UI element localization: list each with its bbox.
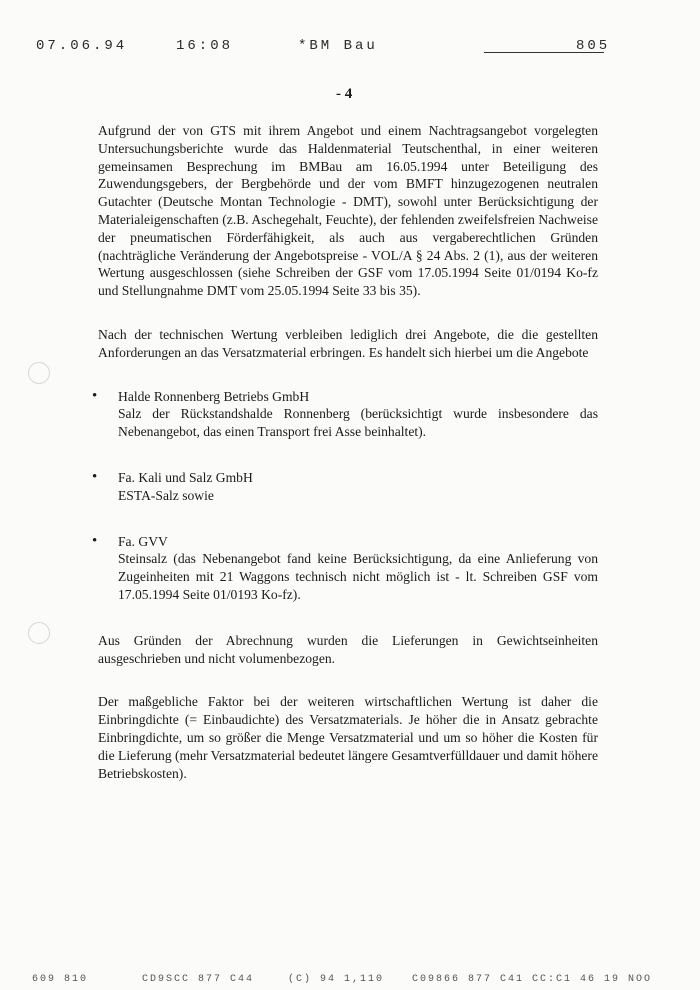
offer-title: Halde Ronnenberg Betriebs GmbH	[118, 388, 310, 404]
offer-list-item	[92, 387, 598, 441]
fax-footer	[32, 974, 682, 988]
bullet-icon: •	[92, 468, 98, 485]
bullet-icon: •	[92, 387, 98, 404]
footer-code: C09866 877 C41 CC:C1 46 19 NOO	[412, 974, 653, 985]
fax-sender: *BM Bau	[298, 38, 378, 54]
fax-header-rule	[484, 52, 604, 53]
bullet-icon: •	[92, 532, 98, 549]
paragraph: Der maßgebliche Faktor bei der weiteren wirtschaftlichen Wertung ist daher die Einbringdichte (= Einbaudichte) des Versatzmaterials. Je höher die in Ansatz gebrachte Einbringdichte, um so größer die Menge Versatzmaterial und um so höher die Kosten für die Lieferung (mehr Versatzmaterial bedeutet längere Gesamtverfülldauer und damit höhere Betriebskosten).	[98, 694, 598, 781]
fax-time: 16:08	[176, 38, 234, 54]
paragraph: Nach der technischen Wertung verbleiben lediglich drei Angebote, die die gestellten Anforderungen an das Versatzmaterial erbringen. Es handelt sich hierbei um die Angebote	[98, 326, 598, 360]
fax-date: 07.06.94	[36, 38, 128, 54]
punch-hole-mark	[28, 362, 50, 384]
offer-description: ESTA-Salz sowie	[118, 487, 214, 503]
offer-list-item	[92, 532, 598, 604]
offer-list-item	[92, 468, 598, 505]
footer-code: 609 810	[32, 974, 89, 985]
paragraph: Aus Gründen der Abrechnung wurden die Lieferungen in Gewichtseinheiten ausgeschrieben und nicht volumenbezogen.	[98, 632, 598, 666]
fax-page-number: 805	[576, 38, 611, 54]
page-number: - 4	[336, 86, 353, 102]
punch-hole-mark	[28, 622, 50, 644]
fax-header	[36, 38, 616, 58]
footer-code: CD9SCC 877 C44	[142, 974, 255, 985]
document-body	[92, 122, 598, 808]
offer-description: Steinsalz (das Nebenangebot fand keine Berücksichtigung, da eine Anlieferung von Zugeinheiten mit 21 Waggons technisch nicht möglich ist - lt. Schreiben GSF vom 17.05.1994 Seite 01/0193 Ko-fz).	[118, 551, 598, 602]
offer-title: Fa. Kali und Salz GmbH	[118, 469, 253, 485]
offer-title: Fa. GVV	[118, 533, 168, 549]
footer-code: (C) 94 1,110	[288, 974, 385, 985]
offer-description: Salz der Rückstandshalde Ronnenberg (berücksichtigt wurde insbesondere das Nebenangebot, das einen Transport frei Asse beinhaltet).	[118, 406, 598, 440]
paragraph: Aufgrund der von GTS mit ihrem Angebot und einem Nachtragsangebot vorgelegten Untersuchungsberichte wurde das Haldenmaterial Teutschenthal, in einer weiteren gemeinsamen Besprechung im BMBau am 16.05.1994 unter Beteiligung des Zuwendungsgebers, der Bergbehörde und der vom BMFT hinzugezogenen neutralen Gutachter (Deutsche Montan Technologie - DMT), sowohl unter Berücksichtigung der Materialeigenschaften (z.B. Aschegehalt, Feuchte), der fehlenden zweifelsfreien Nachweise der pneumatischen Förderfähigkeit, als auch aus vergaberechtlichen Gründen (nachträgliche Veränderung der Angebotspreise - VOL/A § 24 Abs. 2 (1), aus der weiteren Wertung ausgeschlossen (siehe Schreiben der GSF vom 17.05.1994 Seite 01/0194 Ko-fz und Stellungnahme DMT vom 25.05.1994 Seite 33 bis 35).	[98, 123, 598, 299]
